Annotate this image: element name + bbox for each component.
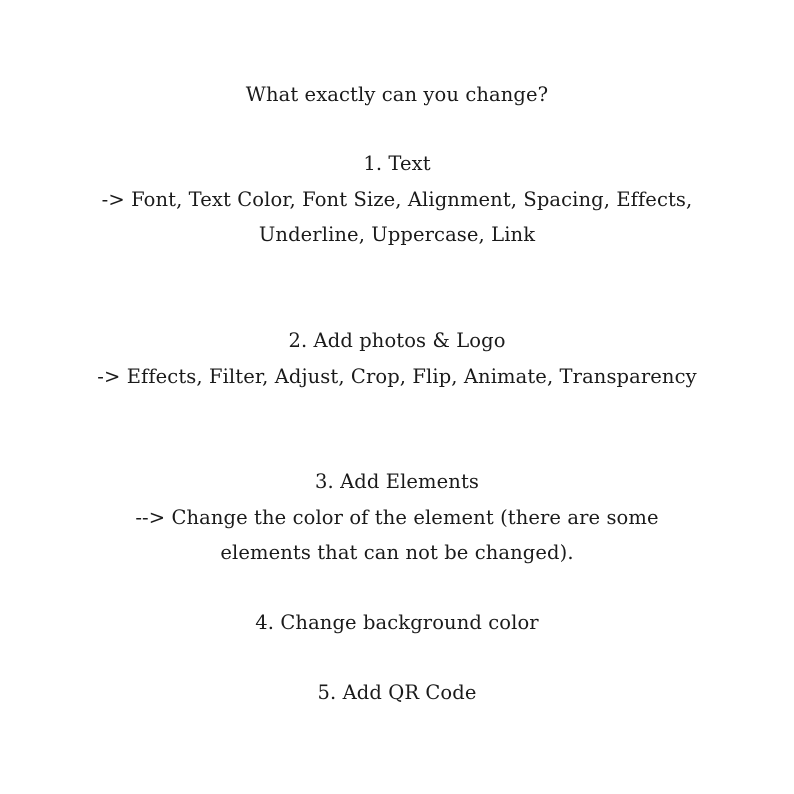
section-2-line-1: -> Effects, Filter, Adjust, Crop, Flip, Animate, Transparency: [97, 365, 697, 388]
section-1-line-1: -> Font, Text Color, Font Size, Alignment, Spacing, Effects,: [101, 188, 693, 211]
section-4-title: 4. Change background color: [255, 611, 539, 634]
section-5-title: 5. Add QR Code: [317, 681, 477, 704]
section-3-line-2: elements that can not be changed).: [220, 541, 574, 564]
section-1-title: 1. Text: [363, 152, 431, 175]
section-3-line-1: --> Change the color of the element (there are some: [135, 506, 659, 529]
section-2-title: 2. Add photos & Logo: [288, 329, 506, 352]
page-heading: What exactly can you change?: [245, 83, 549, 106]
section-3-title: 3. Add Elements: [315, 470, 479, 493]
section-1-line-2: Underline, Uppercase, Link: [258, 223, 536, 246]
